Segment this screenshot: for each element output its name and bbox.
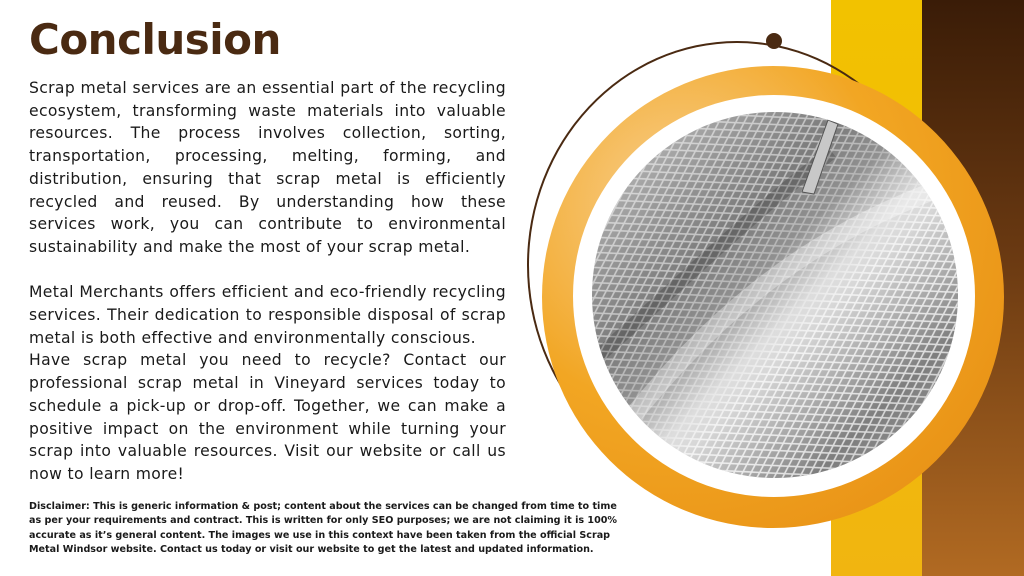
decorative-dot-top — [766, 33, 782, 49]
paragraph-merchants: Metal Merchants offers efficient and eco-friendly recycling services. Their dedication to responsible disposal of scrap metal is both effective and environmentally conscious. — [29, 283, 506, 347]
disclaimer-text: This is generic information & post; content about the services can be changed from time to time as per your requirements and contract. This is written for only SEO purposes; we are not claiming it is 100% accurate as it’s general content. The images we use in this context have been taken from the official Scrap Metal Windsor website. Contact us today or visit our website to get the latest and updated information. — [29, 501, 618, 555]
metal-mesh-photo — [592, 112, 958, 478]
body-text — [29, 77, 506, 486]
disclaimer-label: Disclaimer: — [29, 501, 90, 512]
page-title: Conclusion — [29, 15, 281, 64]
disclaimer — [29, 500, 629, 557]
paragraph-cta: Have scrap metal you need to recycle? Contact our professional scrap metal in Vineyard services today to schedule a pick-up or drop-off. Together, we can make a positive impact on the environment while turning your scrap into valuable resources. Visit our website or call us now to learn more! — [29, 351, 506, 483]
paragraph-intro: Scrap metal services are an essential part of the recycling ecosystem, transforming waste materials into valuable resources. The process involves collection, sorting, transportation, processing, melting, forming, and distribution, ensuring that scrap metal is efficiently recycled and reused. By understanding how these services work, you can contribute to environmental sustainability and make the most of your scrap metal. — [29, 79, 506, 256]
